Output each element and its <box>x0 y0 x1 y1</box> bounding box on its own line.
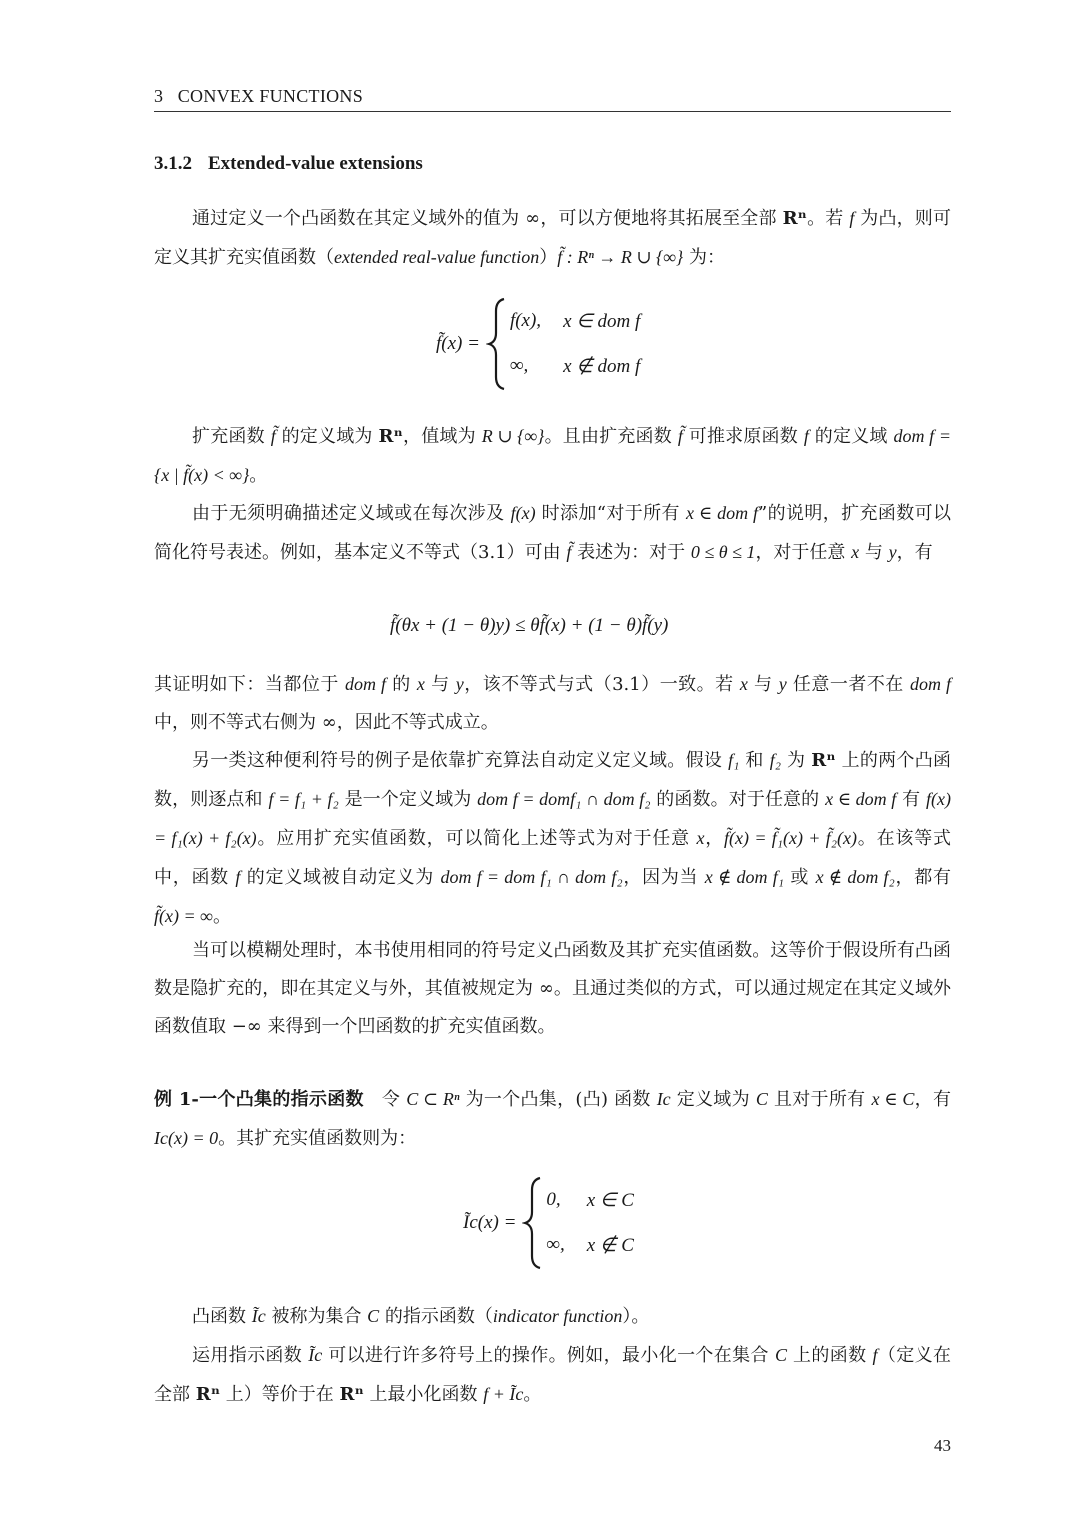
eq1-row2-condition: x ∉ dom f <box>563 356 641 377</box>
text-span: 。其扩充实值函数则为： <box>218 1128 417 1149</box>
eq1-row2-value: ∞, <box>509 355 529 376</box>
math-dom-f: dom f <box>345 674 386 694</box>
section-title: Extended-value extensions <box>208 153 423 174</box>
math-dom-f: dom f <box>910 674 951 694</box>
text-span: 上）等价于在 <box>220 1384 340 1405</box>
math-dom-sum2: dom f = dom f₁ ∩ dom f₂ <box>440 867 623 887</box>
math-Rn: Rⁿ <box>378 426 403 447</box>
text-span: 可以进行许多符号上的操作。例如，最小化一个在集合 <box>322 1345 775 1366</box>
eq3-row1-value: 0, <box>546 1189 561 1210</box>
text-span: 。 <box>212 906 231 927</box>
text-span: 。 <box>249 465 268 486</box>
paragraph-4 <box>154 665 951 742</box>
text-span: 扩充函数 <box>192 426 271 447</box>
math-x-in-dom: x ∈ dom f <box>825 789 897 809</box>
text-span: 令 <box>381 1089 407 1110</box>
math-f: f <box>235 867 241 887</box>
paragraph-3 <box>154 494 951 572</box>
text-span: 凸函数 <box>192 1306 252 1327</box>
text-span: 可推求原函数 <box>682 426 804 447</box>
example-label: 例 1-一个凸集的指示函数 <box>154 1089 364 1110</box>
section-number: 3.1.2 <box>154 153 192 174</box>
math-Rn: Rⁿ <box>195 1384 221 1405</box>
math-dom-sum: dom f = domf₁ ∩ dom f₂ <box>477 789 651 809</box>
math-x: x <box>739 674 748 694</box>
math-f2: f₂ <box>769 750 781 770</box>
left-brace-icon <box>486 297 508 391</box>
eq1-lhs <box>436 333 480 355</box>
text-span: 表述为：对于 <box>571 542 691 563</box>
math-f: f <box>872 1345 878 1365</box>
math-x: x <box>696 828 705 848</box>
text-span: 为一个凸集，(凸) 函数 <box>459 1089 657 1110</box>
text-span: 其证明如下：当都位于 <box>154 674 346 695</box>
eq1-lhs-text: f̃(x) = <box>436 333 480 354</box>
paragraph-7 <box>154 1297 951 1336</box>
equation-3 <box>463 1176 634 1270</box>
text-span: 的定义域为 <box>275 426 379 447</box>
math-C: C <box>367 1306 380 1326</box>
eq1-row1-condition: x ∈ dom f <box>563 311 641 332</box>
text-span: 的定义域 <box>808 426 894 447</box>
text-span: 与 <box>747 674 779 695</box>
math-C: C <box>755 1089 768 1109</box>
paragraph-1 <box>154 199 951 277</box>
chapter-title: CONVEX FUNCTIONS <box>177 86 364 106</box>
text-span: 。应用扩充实值函数，可以简化上述等式为对于任意 <box>256 828 697 849</box>
eq3-cases <box>546 1189 633 1257</box>
math-x-in-dom: x ∈ dom f <box>686 503 758 523</box>
running-header <box>154 86 951 107</box>
chapter-number: 3 <box>154 86 164 106</box>
text-span: 上最小化函数 <box>363 1384 484 1405</box>
text-span: 。且由扩充函数 <box>544 426 678 447</box>
text-span: 时添加“对于所有 <box>535 503 687 524</box>
text-span: 中，则不等式右侧为 ∞，因此不等式成立。 <box>154 712 499 733</box>
text-span: ，都有 <box>894 867 951 888</box>
math-Rn: Rⁿ <box>782 208 807 229</box>
term-indicator-function: indicator function <box>492 1306 623 1326</box>
text-span: ，值域为 <box>402 426 482 447</box>
text-span: ”的说明，扩充函数可以简化符号表述。例如，基本定义不等式（3.1）可由 <box>154 503 951 563</box>
text-span: 与 <box>424 674 456 695</box>
math-Rn: Rⁿ <box>811 750 836 771</box>
left-brace-icon <box>522 1176 544 1270</box>
text-span: 通过定义一个凸函数在其定义域外的值为 ∞，可以方便地将其拓展至全部 <box>192 208 783 229</box>
math-ftilde: f̃ <box>677 426 683 446</box>
text-span: 的定义域被自动定义为 <box>240 867 441 888</box>
math-f-plus-Ic: f + Ĩc <box>483 1384 524 1404</box>
eq3-lhs <box>463 1212 516 1234</box>
text-span: 。若 <box>806 208 850 229</box>
math-y: y <box>778 674 787 694</box>
math-f: f <box>849 208 855 228</box>
text-span: 另一类这种便利符号的例子是依靠扩充算法自动定义定义域。假设 <box>192 750 729 771</box>
math-sum-def: f = f₁ + f₂ <box>268 789 339 809</box>
text-span: ， <box>704 828 725 849</box>
math-ftilde: f̃ <box>270 426 276 446</box>
text-span: 定义域为 <box>670 1089 756 1110</box>
text-span: 为 <box>780 750 812 771</box>
section-heading <box>154 153 423 175</box>
text-span: ） <box>539 247 558 268</box>
math-Rn: Rⁿ <box>339 1384 364 1405</box>
text-span: 。在该等式中，函数 <box>154 828 952 888</box>
math-ftilde: f̃ <box>566 542 572 562</box>
text-span: 的指示函数（ <box>379 1306 493 1327</box>
math-x-notin-f1: x ∉ dom f₁ <box>704 867 784 887</box>
math-Ic: Ic <box>656 1089 671 1109</box>
equation-1 <box>436 297 640 391</box>
text-span: 运用指示函数 <box>192 1345 309 1366</box>
text-span: 上的两个凸函数，则逐点和 <box>154 750 952 810</box>
math-fx: f(x) <box>510 503 536 523</box>
paragraph-6: 当可以模糊处理时，本书使用相同的符号定义凸函数及其扩充实值函数。这等价于假设所有凸函数是隐扩充的，即在其定义与外，其值被规定为 ∞。且通过类似的方式，可以通过规定在其定义域外函数值取 −∞ 来得到一个凹函数的扩充实值函数。 <box>154 940 951 1037</box>
math-y: y <box>888 542 897 562</box>
eq3-row1-condition: x ∈ C <box>586 1190 634 1211</box>
math-Runion: R ∪ {∞} <box>481 426 545 446</box>
math-f1: f₁ <box>728 750 740 770</box>
equation-2: f̃(θx + (1 − θ)y) ≤ θf̃(x) + (1 − θ)f̃(y) <box>390 615 669 636</box>
text-span: （定义在全部 <box>154 1345 951 1405</box>
math-C: C <box>774 1345 787 1365</box>
eq1-cases <box>510 310 640 378</box>
text-span: ，有 <box>896 542 933 563</box>
math-f: f <box>803 426 809 446</box>
math-x-in-C: x ∈ C <box>871 1089 915 1109</box>
text-span: ，因为当 <box>622 867 705 888</box>
paragraph-5 <box>154 741 951 936</box>
text-span: 和 <box>739 750 770 771</box>
text-span: 被称为集合 <box>265 1306 368 1327</box>
math-C-subset: C ⊂ Rⁿ <box>406 1089 460 1109</box>
math-sum-eq: f(x) = f₁(x) + f₂(x) <box>154 789 951 848</box>
math-y: y <box>455 674 464 694</box>
math-dom-definition: dom f = {x | f̃(x) < ∞} <box>154 426 951 485</box>
text-span: 的 <box>386 674 417 695</box>
text-span: 上的函数 <box>786 1345 873 1366</box>
eq3-lhs-text: Ĩc(x) = <box>463 1212 517 1233</box>
text-span: 且对于所有 <box>767 1089 872 1110</box>
text-span: 的函数。对于任意的 <box>650 789 826 810</box>
math-x-notin-f2: x ∉ dom f₂ <box>815 867 895 887</box>
term-extended-real-value: extended real-value function <box>334 247 540 267</box>
text-span: 为： <box>683 247 725 268</box>
page-number: 43 <box>934 1436 951 1455</box>
eq1-row1-value: f(x), <box>509 310 542 331</box>
math-fmap: f̃ : Rⁿ → R ∪ {∞} <box>557 247 684 267</box>
math-Ic-tilde: Ĩc <box>251 1306 266 1326</box>
paragraph-2 <box>154 417 951 495</box>
text-span: 任意一者不在 <box>786 674 910 695</box>
math-ext-sum: f̃(x) = f̃₁(x) + f̃₂(x) <box>724 828 857 848</box>
text-span: 为凸，则可定义其扩充实值函数（ <box>154 208 951 268</box>
math-ftilde-inf: f̃(x) = ∞ <box>154 906 213 926</box>
paragraph-8 <box>154 1336 951 1414</box>
math-x: x <box>416 674 425 694</box>
math-Ic-zero: Ic(x) = 0 <box>154 1128 219 1148</box>
text-span: 是一个定义域为 <box>338 789 478 810</box>
text-span: 与 <box>859 542 889 563</box>
text-span: ，该不等式与式（3.1）一致。若 <box>463 674 740 695</box>
text-span: 或 <box>783 867 816 888</box>
math-Ic-tilde: Ĩc <box>308 1345 323 1365</box>
math-theta-range: 0 ≤ θ ≤ 1 <box>690 542 756 562</box>
text-span: ，有 <box>914 1089 951 1110</box>
text-span: 由于无须明确描述定义域或在每次涉及 <box>192 503 511 524</box>
eq3-row2-condition: x ∉ C <box>586 1235 634 1256</box>
text-span: 。 <box>523 1384 542 1405</box>
text-span: ）。 <box>622 1306 650 1327</box>
math-x: x <box>851 542 860 562</box>
eq3-row2-value: ∞, <box>546 1234 565 1255</box>
text-span: 有 <box>896 789 926 810</box>
text-span: ，对于任意 <box>755 542 852 563</box>
example-1 <box>154 1080 951 1158</box>
header-rule <box>154 111 951 112</box>
